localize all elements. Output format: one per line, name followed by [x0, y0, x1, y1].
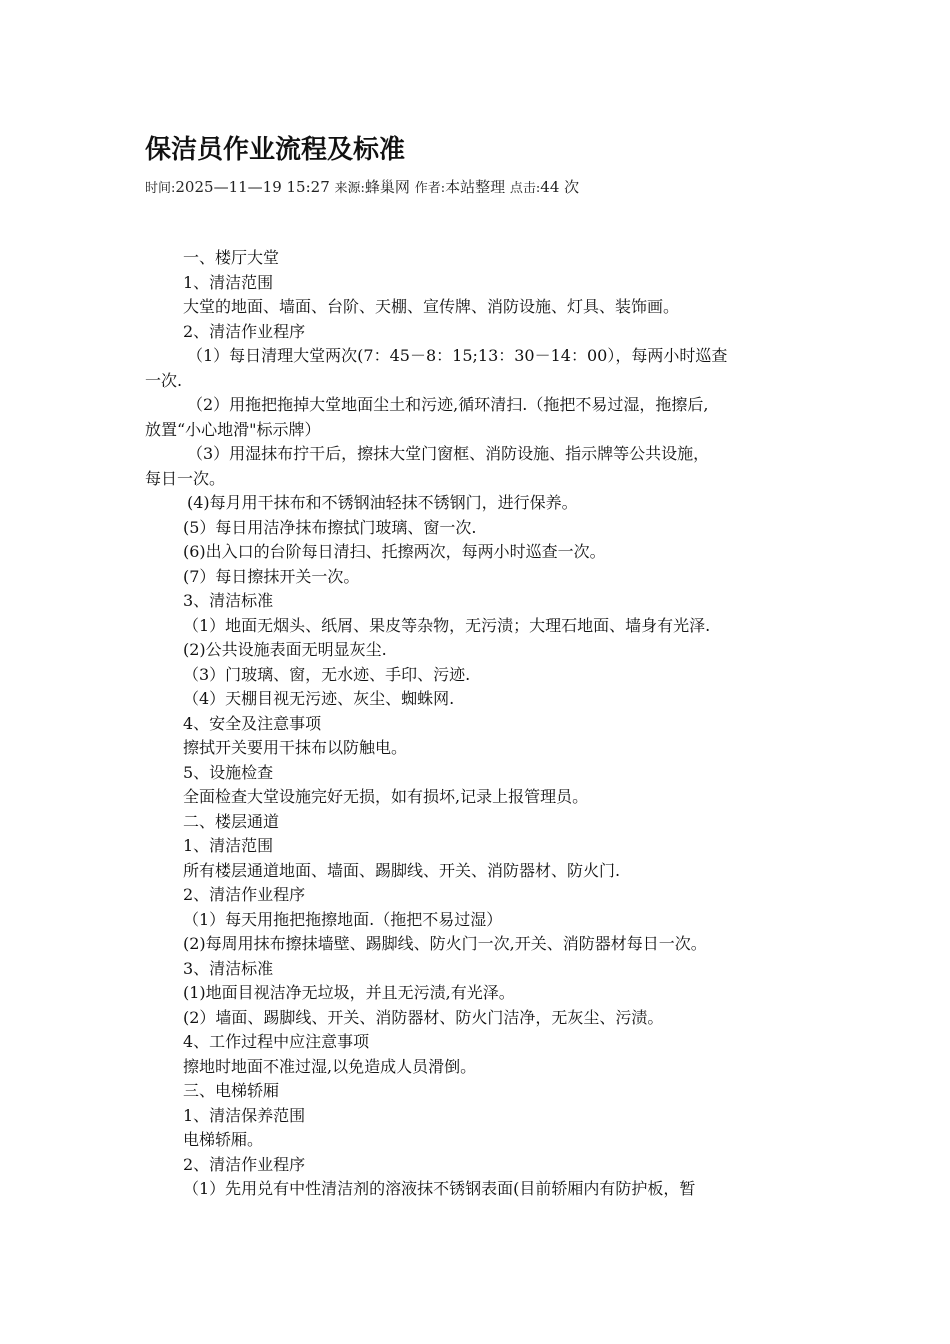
section-heading: 二、楼层通道 — [183, 811, 280, 831]
source-value: 蜂巢网 — [364, 178, 410, 196]
article-meta — [145, 176, 579, 200]
subsection-heading: 3、清洁标准 — [183, 591, 274, 610]
section-heading: 一、楼厅大堂 — [183, 248, 280, 267]
paragraph-line: 所有楼层通道地面、墙面、踢脚线、开关、消防器材、防火门. — [183, 860, 621, 880]
paragraph-line: （3）用湿抹布拧干后，擦抹大堂门窗框、消防设施、指示牌等公共设施， — [187, 444, 710, 463]
subsection-heading: 4、工作过程中应注意事项 — [183, 1032, 370, 1051]
paragraph-line: 电梯轿厢。 — [183, 1130, 264, 1149]
paragraph-line: 擦拭开关要用干抹布以防触电。 — [183, 738, 408, 757]
paragraph-line: 每日一次。 — [145, 468, 226, 488]
paragraph-line: (6)出入口的台阶每日清扫、托擦两次，每两小时巡查一次。 — [183, 542, 606, 561]
paragraph-line: (4)每月用干抹布和不锈钢油轻抹不锈钢门，进行保养。 — [187, 493, 578, 512]
paragraph-line: 大堂的地面、墙面、台阶、天棚、宣传牌、消防设施、灯具、装饰画。 — [183, 297, 680, 316]
subsection-heading: 4、安全及注意事项 — [183, 713, 322, 733]
subsection-heading: 2、清洁作业程序 — [183, 885, 306, 904]
time-label: 时间: — [145, 181, 176, 196]
subsection-heading: 2、清洁作业程序 — [183, 1154, 306, 1174]
source-label: 来源: — [334, 181, 365, 196]
author-label: 作者: — [414, 181, 446, 196]
subsection-heading: 3、清洁标准 — [183, 958, 274, 978]
clicks-value: 44 次 — [540, 178, 580, 196]
subsection-heading: 5、设施检查 — [183, 762, 274, 782]
subsection-heading: 1、清洁范围 — [183, 272, 274, 292]
paragraph-line: （3）门玻璃、窗，无水迹、手印、污迹. — [183, 664, 471, 684]
time-value: 2025—11—19 15:27 — [175, 178, 330, 196]
paragraph-line: 擦地时地面不准过湿,以免造成人员滑倒。 — [183, 1056, 477, 1076]
article-body — [145, 246, 815, 1202]
paragraph-line: 全面检查大堂设施完好无损，如有损坏,记录上报管理员。 — [183, 787, 589, 806]
paragraph-line: (7）每日擦抹开关一次。 — [183, 566, 360, 586]
section-heading: 三、电梯轿厢 — [183, 1081, 280, 1100]
paragraph-line: (2)每周用抹布擦抹墙壁、踢脚线、防火门一次,开关、消防器材每日一次。 — [183, 934, 707, 953]
paragraph-line: (5）每日用洁净抹布擦拭门玻璃、窗一次. — [183, 517, 477, 537]
author-value: 本站整理 — [445, 178, 506, 196]
page-title: 保洁员作业流程及标准 — [145, 135, 406, 165]
paragraph-line: （1）先用兑有中性清洁剂的溶液抹不锈钢表面(目前轿厢内有防护板，暂 — [183, 1179, 696, 1198]
subsection-heading: 1、清洁保养范围 — [183, 1105, 306, 1125]
paragraph-line: 放置“小心地滑"标示牌） — [145, 419, 321, 439]
paragraph-line: (2）墙面、踢脚线、开关、消防器材、防火门洁净，无灰尘、污渍。 — [183, 1007, 664, 1027]
subsection-heading: 1、清洁范围 — [183, 836, 274, 855]
paragraph-line: （1）地面无烟头、纸屑、果皮等杂物，无污渍；大理石地面、墙身有光泽. — [183, 615, 711, 635]
paragraph-line: (2)公共设施表面无明显灰尘. — [183, 640, 387, 659]
paragraph-line: （1）每日清理大堂两次(7：45－8：15;13：30－14：00），每两小时巡查 — [187, 346, 728, 365]
subsection-heading: 2、清洁作业程序 — [183, 321, 306, 341]
paragraph-line: （1）每天用拖把拖擦地面.（拖把不易过湿） — [183, 909, 503, 929]
paragraph-line: 一次. — [145, 370, 183, 390]
clicks-label: 点击: — [509, 181, 541, 196]
paragraph-line: （4）天棚目视无污迹、灰尘、蜘蛛网. — [183, 689, 455, 708]
paragraph-line: （2）用拖把拖掉大堂地面尘土和污迹,循环清扫.（拖把不易过湿，拖擦后, — [187, 395, 709, 414]
paragraph-line: (1)地面目视洁净无垃圾，并且无污渍,有光泽。 — [183, 983, 515, 1002]
